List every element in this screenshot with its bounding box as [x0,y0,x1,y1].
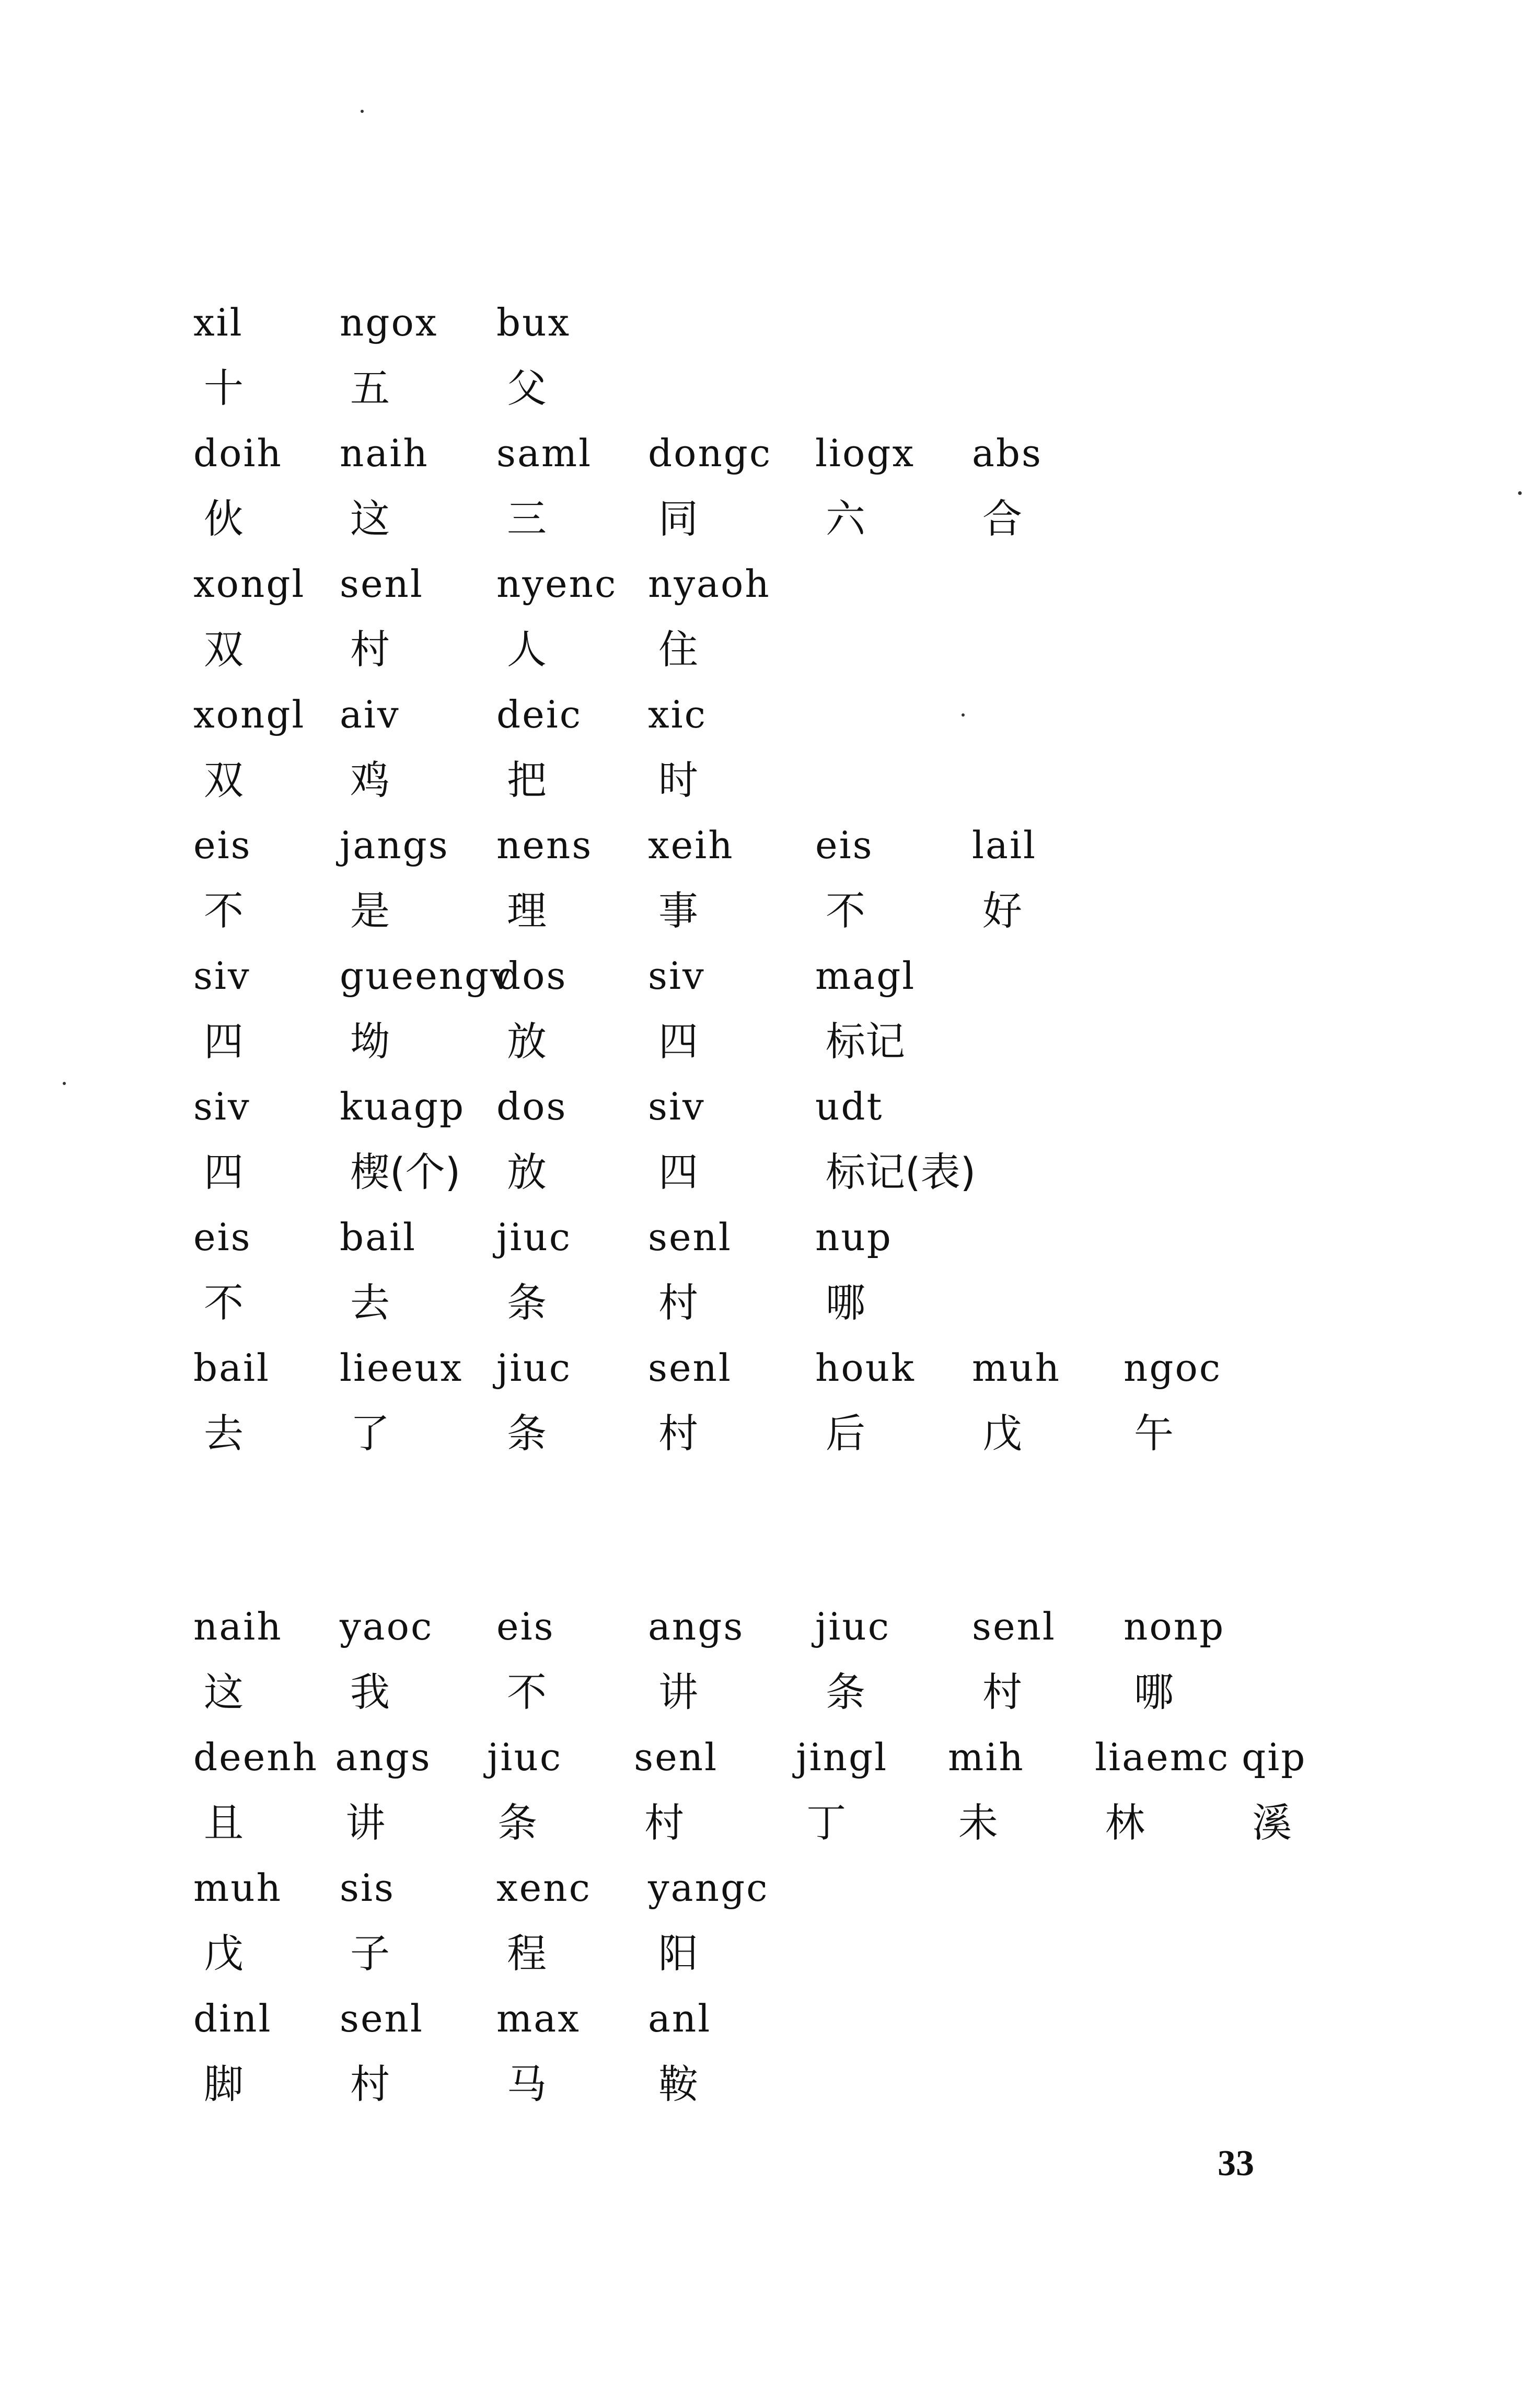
chinese-gloss-word: 标记(表) [826,1149,976,1195]
romanized-word: nonp [1124,1605,1225,1648]
scan-speck [63,1082,66,1085]
romanized-word: qip [1242,1735,1307,1779]
chinese-gloss-line [193,617,1343,682]
romanized-word: aiv [340,693,400,736]
chinese-gloss-word: 合 [982,495,1022,542]
chinese-gloss-word: 放 [507,1149,547,1195]
romanized-word: xeih [648,823,734,867]
chinese-gloss-word: 不 [507,1669,547,1715]
chinese-gloss-word: 村 [350,626,390,673]
scan-speck [361,110,364,113]
romanized-word: eis [496,1605,555,1648]
romanized-word: muh [972,1346,1061,1390]
chinese-gloss-word: 人 [507,626,547,673]
chinese-gloss-word: 戊 [204,1930,244,1977]
romanized-word: mih [948,1735,1025,1779]
chinese-gloss-word: 条 [497,1799,538,1846]
chinese-gloss-word: 阳 [658,1930,698,1977]
chinese-gloss-word: 哪 [1134,1669,1174,1715]
chinese-gloss-word: 五 [350,365,390,411]
romanized-word: angs [648,1605,745,1648]
romanized-word: deenh [193,1735,319,1779]
romanized-line [193,1986,1343,2051]
chinese-gloss-word: 住 [658,626,698,673]
chinese-gloss-word: 四 [658,1018,698,1065]
romanized-word: bux [496,301,571,344]
chinese-gloss-word: 标记 [826,1018,905,1065]
romanized-word: xil [193,301,244,344]
romanized-word: magl [815,954,916,998]
chinese-gloss-word: 父 [507,365,547,411]
romanized-word: nyaoh [648,562,771,606]
romanized-word: senl [648,1215,732,1259]
chinese-gloss-word: 后 [826,1410,865,1457]
chinese-gloss-word: 不 [826,887,865,934]
chinese-gloss-word: 理 [507,887,547,934]
romanized-word: lail [972,823,1037,867]
romanized-word: siv [193,1084,251,1128]
chinese-gloss-word: 哪 [826,1279,865,1326]
romanized-word: jingl [796,1735,888,1779]
chinese-gloss-word: 坳 [350,1018,390,1065]
romanized-word: eis [193,823,252,867]
chinese-gloss-line [193,1790,1343,1855]
romanized-word: anl [648,1996,712,2040]
romanized-line [193,813,1343,878]
romanized-word: eis [193,1215,252,1259]
chinese-gloss-word: 好 [982,887,1022,934]
romanized-word: xongl [193,693,306,736]
chinese-gloss-word: 放 [507,1018,547,1065]
chinese-gloss-word: 溪 [1252,1799,1292,1846]
romanized-line [193,421,1343,486]
chinese-gloss-word: 去 [350,1279,390,1326]
romanized-word: dos [496,954,568,998]
romanized-word: jiuc [496,1215,572,1259]
romanized-word: dos [496,1084,568,1128]
chinese-gloss-line [193,878,1343,943]
chinese-gloss-word: 时 [658,757,698,803]
chinese-gloss-word: 脚 [204,2061,244,2107]
romanized-word: senl [634,1735,719,1779]
chinese-gloss-word: 村 [658,1410,698,1457]
chinese-gloss-word: 把 [507,757,547,803]
romanized-word: nens [496,823,593,867]
chinese-gloss-line [193,1139,1343,1205]
romanized-word: abs [972,431,1043,475]
chinese-gloss-word: 讲 [658,1669,698,1715]
chinese-gloss-word: 同 [658,495,698,542]
romanized-word: gueengv [340,954,513,998]
romanized-word: xic [648,693,707,736]
romanized-word: houk [815,1346,916,1390]
chinese-gloss-word: 六 [826,495,865,542]
romanized-word: senl [648,1346,732,1390]
romanized-word: siv [193,954,251,998]
stanza-2 [193,1594,1343,2117]
chinese-gloss-word: 不 [204,887,244,934]
romanized-word: deic [496,693,583,736]
chinese-gloss-word: 楔(个) [350,1149,461,1195]
romanized-line [193,943,1343,1009]
stanza-1 [193,290,1343,1466]
chinese-gloss-word: 条 [507,1410,547,1457]
chinese-gloss-word: 十 [204,365,244,411]
romanized-word: bail [340,1215,417,1259]
romanized-line [193,1594,1343,1659]
chinese-gloss-word: 这 [350,495,390,542]
romanized-word: max [496,1996,581,2040]
scan-speck [962,713,965,717]
chinese-gloss-line [193,355,1343,421]
chinese-gloss-word: 未 [958,1799,998,1846]
chinese-gloss-word: 鞍 [658,2061,698,2107]
romanized-word: doih [193,431,283,475]
chinese-gloss-word: 去 [204,1410,244,1457]
chinese-gloss-word: 四 [658,1149,698,1195]
romanized-word: yangc [648,1866,769,1910]
chinese-gloss-line [193,747,1343,813]
romanized-word: senl [340,1996,424,2040]
chinese-gloss-word: 四 [204,1018,244,1065]
romanized-word: dongc [648,431,772,475]
romanized-word: senl [972,1605,1056,1648]
romanized-line [193,290,1343,355]
romanized-word: saml [496,431,593,475]
romanized-word: liaemc [1095,1735,1230,1779]
romanized-line [193,551,1343,617]
chinese-gloss-word: 了 [350,1410,390,1457]
romanized-word: nup [815,1215,893,1259]
romanized-line [193,1335,1343,1401]
romanized-word: siv [648,954,705,998]
scan-speck [1518,491,1522,495]
romanized-word: dinl [193,1996,272,2040]
romanized-word: sis [340,1866,395,1910]
chinese-gloss-word: 程 [507,1930,547,1977]
chinese-gloss-word: 讲 [345,1799,386,1846]
chinese-gloss-line [193,1009,1343,1074]
romanized-word: udt [815,1084,884,1128]
romanized-word: kuagp [340,1084,466,1128]
chinese-gloss-word: 丁 [806,1799,847,1846]
chinese-gloss-word: 马 [507,2061,547,2107]
chinese-gloss-line [193,1921,1343,1986]
romanized-word: jiuc [487,1735,563,1779]
romanized-line [193,1074,1343,1139]
chinese-gloss-word: 且 [204,1799,244,1846]
chinese-gloss-word: 条 [826,1669,865,1715]
chinese-gloss-word: 三 [507,495,547,542]
chinese-gloss-word: 是 [350,887,390,934]
chinese-gloss-word: 双 [204,626,244,673]
chinese-gloss-word: 午 [1134,1410,1174,1457]
chinese-gloss-word: 子 [350,1930,390,1977]
romanized-word: eis [815,823,874,867]
chinese-gloss-word: 林 [1105,1799,1145,1846]
chinese-gloss-word: 不 [204,1279,244,1326]
chinese-gloss-word: 村 [658,1279,698,1326]
chinese-gloss-word: 四 [204,1149,244,1195]
romanized-word: liogx [815,431,916,475]
chinese-gloss-word: 鸡 [350,757,390,803]
romanized-line [193,1205,1343,1270]
romanized-word: siv [648,1084,705,1128]
romanized-word: ngoc [1124,1346,1222,1390]
chinese-gloss-word: 我 [350,1669,390,1715]
romanized-word: jiuc [815,1605,891,1648]
romanized-word: naih [193,1605,283,1648]
romanized-word: lieeux [340,1346,464,1390]
romanized-word: ngox [340,301,438,344]
romanized-line [193,1725,1343,1790]
romanized-word: xongl [193,562,306,606]
chinese-gloss-line [193,486,1343,551]
romanized-word: angs [335,1735,432,1779]
chinese-gloss-word: 村 [350,2061,390,2107]
romanized-word: jiuc [496,1346,572,1390]
chinese-gloss-line [193,1270,1343,1335]
romanized-word: naih [340,431,429,475]
romanized-word: jangs [340,823,449,867]
chinese-gloss-word: 这 [204,1669,244,1715]
romanized-word: xenc [496,1866,592,1910]
chinese-gloss-line [193,1401,1343,1466]
romanized-word: yaoc [340,1605,434,1648]
romanized-word: nyenc [496,562,618,606]
chinese-gloss-word: 双 [204,757,244,803]
page-number: 33 [1218,2143,1254,2184]
chinese-gloss-word: 伙 [204,495,244,542]
chinese-gloss-word: 事 [658,887,698,934]
chinese-gloss-word: 戊 [982,1410,1022,1457]
romanized-word: bail [193,1346,271,1390]
romanized-word: senl [340,562,424,606]
chinese-gloss-line [193,1659,1343,1725]
chinese-gloss-word: 条 [507,1279,547,1326]
romanized-line [193,1855,1343,1921]
chinese-gloss-word: 村 [982,1669,1022,1715]
chinese-gloss-word: 村 [644,1799,685,1846]
chinese-gloss-line [193,2051,1343,2117]
romanized-line [193,682,1343,747]
romanized-word: muh [193,1866,283,1910]
